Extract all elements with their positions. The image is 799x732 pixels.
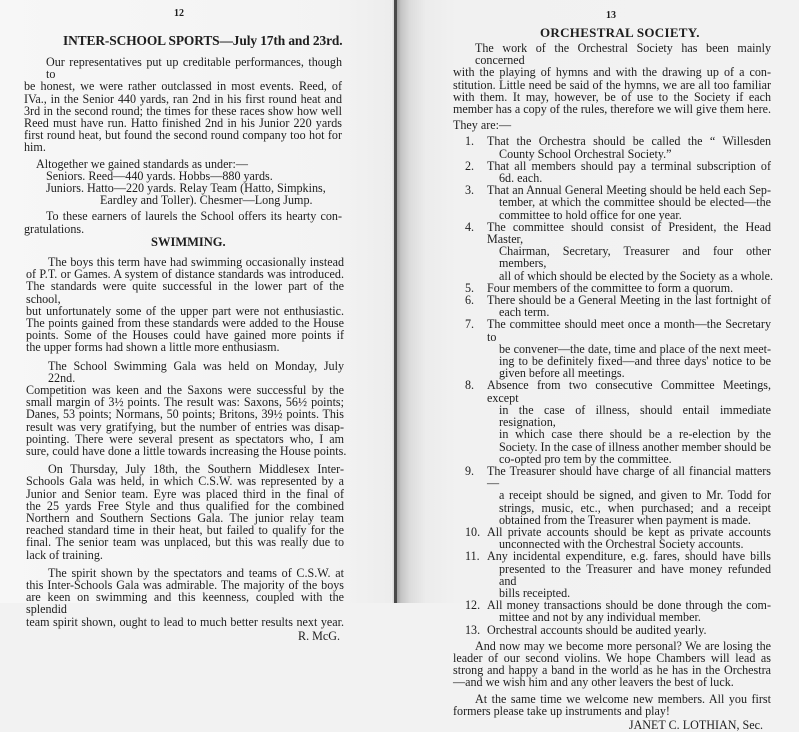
swimming-signature: R. McG.	[298, 628, 340, 643]
rule-text-line: Society. In the case of illness another member should be	[499, 439, 771, 454]
rule-number: 7.	[465, 317, 475, 332]
rule-number: 1.	[465, 134, 475, 149]
book-gutter	[394, 0, 397, 603]
rule-text-line: mittee and not by any individual member.	[499, 610, 701, 625]
left-page	[0, 0, 396, 643]
swimming-heading: SWIMMING.	[151, 235, 226, 249]
rule-text-line: all of which should be elected by the Society as a whole.	[499, 268, 774, 283]
page-number: 12	[174, 8, 184, 19]
rule-text-line: presented to the Treasurer and have money refunded and	[499, 561, 771, 588]
rule-text-line: a receipt should be signed, and given to Mr. Todd for	[499, 488, 771, 503]
rule-text-line: obtained from the Treasurer when payment is made.	[499, 512, 751, 527]
text-line: pointing. There were several present as spectators who, I am	[26, 431, 344, 446]
sports-paragraph	[24, 56, 342, 154]
rule-item	[453, 318, 771, 379]
text-line: with them. It may, however, be of use to the Society if each	[453, 89, 771, 104]
rule-item	[453, 184, 771, 221]
rule-text-line: tember, at which the committee should be elected—the	[499, 195, 771, 210]
rule-text-line: co-opted pro tem by the committee.	[499, 451, 672, 466]
text-line: stitution. Little need be said of the hymns, we are all too familiar	[453, 77, 771, 92]
text-line: Reed must have run. Hatto finished 2nd in his Junior 220 yards	[24, 116, 342, 131]
text-line: the upper forms had shown a little more enthusiasm.	[26, 340, 280, 355]
text-line: with the playing of hymns and with the drawing up of a con-	[453, 65, 771, 80]
text-line: this Inter-Schools Gala was admirable. The majority of the boys	[26, 578, 344, 593]
rule-text-line: Orchestral accounts should be audited yearly.	[487, 622, 707, 637]
rule-text-line: strings, music, etc., when purchased; and a receipt	[499, 500, 771, 515]
rule-item	[453, 160, 771, 184]
text-line: Danes, 53 points; Normans, 50 points; Britons, 39½ points. This	[26, 407, 344, 422]
rule-text-line: That the Orchestra should be called the “ Willesden	[487, 134, 771, 149]
orchestral-signature: JANET C. LOTHIAN, Sec.	[628, 717, 763, 732]
rule-text-line: There should be a General Meeting in the last fortnight of	[487, 293, 771, 308]
text-line: strong and happy a band in the world as he has in the Orchestra	[453, 663, 771, 678]
rules-list	[453, 134, 774, 637]
swimming-paragraph	[26, 256, 344, 354]
closing-paragraph	[453, 640, 771, 689]
rule-text-line: County School Orchestral Society.”	[499, 146, 672, 161]
page-number: 13	[606, 10, 616, 21]
rule-number: 6.	[465, 293, 475, 308]
rule-item	[453, 624, 771, 636]
orchestral-section	[453, 41, 774, 732]
text-line: but unfortunately some of the upper part were not enthusiastic.	[26, 303, 344, 318]
rule-number: 9.	[465, 463, 475, 478]
rule-item	[453, 379, 771, 464]
rule-number: 3.	[465, 183, 475, 198]
rule-text-line: committee to hold office for one year.	[499, 207, 682, 222]
text-line: member has a copy of the rules, therefore we will give them here.	[453, 102, 771, 117]
text-line: formers please take up instruments and play!	[453, 703, 670, 718]
rule-number: 4.	[465, 219, 475, 234]
text-line: of P.T. or Games. A system of distance standards was introduced.	[26, 267, 344, 282]
rule-text-line: bills receipted.	[499, 585, 571, 600]
text-line: reached standard time in their heat, but failed to qualify for the	[26, 523, 344, 538]
rule-text-line: in which case there should be a re-election by the	[499, 427, 771, 442]
rule-number: 10.	[465, 524, 481, 539]
rule-text-line: Four members of the committee to form a quorum.	[487, 280, 734, 295]
swimming-section	[26, 255, 347, 643]
closing-paragraph	[453, 693, 771, 717]
rule-text-line: Chairman, Secretary, Treasurer and four other members,	[499, 244, 771, 271]
text-line: gratulations.	[24, 221, 85, 236]
rule-text-line: Any incidental expenditure, e.g. fares, should have bills	[487, 549, 771, 564]
text-line: lack of training.	[26, 547, 103, 562]
rule-text-line: The Treasurer should have charge of all financial matters—	[487, 463, 771, 491]
text-line: small margin of 3½ points. The result was: Saxons, 56½ points;	[26, 395, 344, 410]
text-line: The points gained from these standards were added to the House	[26, 316, 344, 331]
standards-seniors: Seniors. Reed—440 yards. Hobbs—880 yards.	[46, 168, 273, 183]
rule-item	[453, 526, 771, 550]
text-line: Northern and Southern Sections Gala. The junior relay team	[26, 511, 344, 526]
sports-heading: INTER-SCHOOL SPORTS—July 17th and 23rd.	[63, 33, 343, 48]
text-line: The School Swimming Gala was held on Monday, July 22nd.	[48, 358, 344, 385]
text-line: The standards were quite successful in the lower part of the school,	[26, 279, 344, 306]
rule-number: 13.	[465, 622, 481, 637]
rule-number: 12.	[465, 598, 481, 613]
text-line: the 25 yards Free Style and thus qualified for the combined	[26, 498, 344, 513]
text-line: are keen on swimming and this keenness, coupled with the splendid	[26, 590, 344, 617]
rule-text-line: The committee should consist of President, the Head Master,	[487, 219, 771, 247]
rule-item	[453, 550, 771, 599]
standards-juniors: Juniors. Hatto—220 yards. Relay Team (Hatto, Simpkins,	[46, 181, 326, 196]
orchestral-heading: ORCHESTRAL SOCIETY.	[540, 25, 700, 40]
text-line: Junior and Senior team. Eyre was placed third in the final of	[26, 486, 344, 501]
rule-text-line: unconnected with the Orchestral Society accounts.	[499, 537, 744, 552]
swimming-paragraph	[26, 567, 344, 628]
text-line: be honest, we were rather outclassed in most events. Reed, of	[24, 79, 342, 94]
rule-text-line: Absence from two consecutive Committee Meetings, except	[487, 378, 771, 405]
rule-text-line: The committee should meet once a month—the Secretary to	[487, 317, 771, 344]
rule-number: 8.	[465, 378, 475, 393]
orchestral-intro	[453, 42, 771, 115]
they-are-label: They are:—	[453, 118, 512, 133]
text-line: —and we wish him and any other leavers the best of luck.	[453, 675, 734, 690]
rule-text-line: All money transactions should be done through the com-	[487, 598, 771, 613]
rule-text-line: each term.	[499, 305, 550, 320]
text-line: The spirit shown by the spectators and teams of C.S.W. at	[48, 565, 344, 580]
text-line: 3rd in the second round; the times for these races show how well	[24, 103, 342, 118]
swimming-paragraph	[26, 358, 347, 459]
text-line: team spirit shown, ought to lead to much better results next year.	[26, 614, 344, 629]
rule-item	[453, 219, 774, 283]
rule-item	[453, 465, 771, 526]
text-line: At the same time we welcome new members. All you first	[475, 691, 771, 706]
rule-item	[453, 599, 771, 623]
rule-text-line: be convener—the date, time and place of the next meet-	[499, 341, 771, 356]
text-line: sure, could have done a little towards increasing the House points.	[26, 444, 347, 459]
rule-text-line: in the case of illness, should entail immediate resignation,	[499, 402, 771, 430]
rule-text-line: given before all meetings.	[499, 366, 625, 381]
text-line: him.	[24, 140, 46, 155]
text-line: The boys this term have had swimming occasionally instead	[48, 255, 344, 269]
text-line: On Thursday, July 18th, the Southern Middlesex Inter-	[48, 462, 344, 477]
text-line: To these earners of laurels the School offers its hearty con-	[46, 209, 342, 224]
rule-text-line: ing to be definitely fixed—and three days' notice to be	[499, 354, 771, 369]
rule-item	[453, 135, 771, 159]
text-line: Schools Gala was held, in which C.S.W. was represented by a	[26, 474, 344, 489]
rule-number: 5.	[465, 280, 475, 295]
rule-item	[453, 294, 771, 318]
standards-intro: Altogether we gained standards as under:—	[36, 156, 248, 171]
rule-text-line: 6d. each.	[499, 171, 543, 186]
sports-section	[24, 56, 342, 235]
text-line: first round heat, but found the second round company too hot for	[24, 128, 342, 143]
text-line: Our representatives put up creditable performances, though to	[46, 55, 342, 82]
rule-text-line: That an Annual General Meeting should be held each Sep-	[487, 183, 771, 198]
standards-juniors-cont: Eardley and Toller). Chesmer—Long Jump.	[100, 193, 313, 208]
swimming-paragraph	[26, 463, 344, 561]
rule-text-line: All private accounts should be kept as private accounts	[487, 524, 771, 539]
rule-number: 2.	[465, 158, 475, 173]
text-line: And now may we become more personal? We are losing the	[475, 638, 771, 653]
rule-text-line: That all members should pay a terminal subscription of	[487, 158, 771, 173]
text-line: leader of our second violins. We hope Chambers will lead as	[453, 650, 771, 665]
text-line: Competition was keen and the Saxons were successful by the	[26, 383, 344, 398]
rule-number: 11.	[465, 549, 480, 564]
text-line: result was very gratifying, but the number of entries was disap-	[26, 419, 344, 434]
text-line: points. Some of the Houses could have gained more points if	[26, 328, 344, 343]
text-line: IVa., in the Senior 440 yards, ran 2nd in his first round heat and	[24, 91, 342, 106]
text-line: The work of the Orchestral Society has been mainly concerned	[475, 41, 771, 68]
text-line: final. The senior team was unplaced, but this was really due to	[26, 535, 344, 550]
